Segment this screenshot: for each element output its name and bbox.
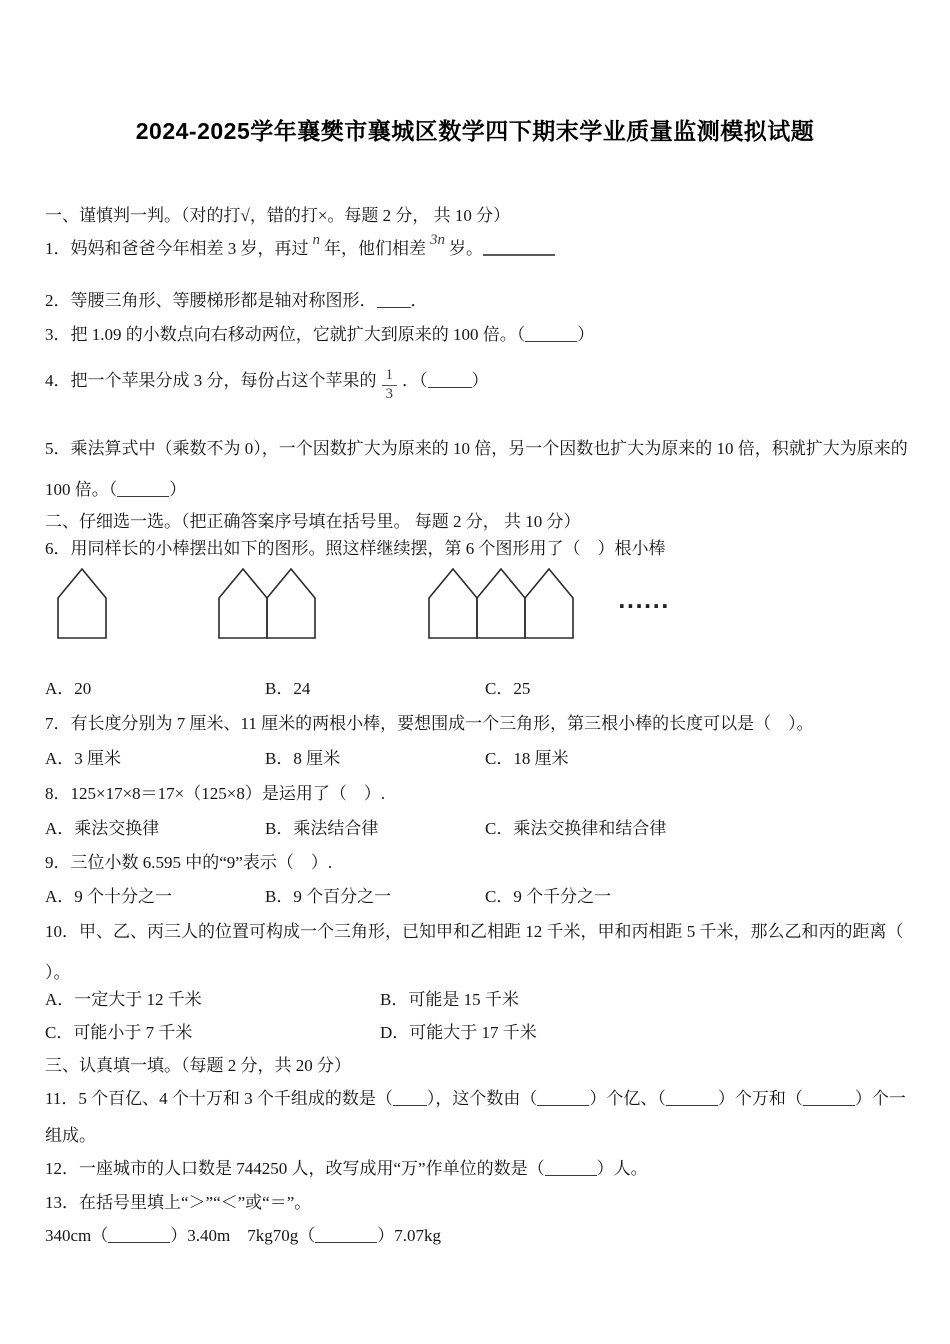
question-4 bbox=[45, 368, 489, 403]
question-9: 9．三位小数 6.595 中的“9”表示（ ）. bbox=[45, 853, 333, 872]
question-11-text: ）个一 bbox=[854, 1089, 906, 1108]
question-1-text: 1．妈妈和爸爸今年相差 3 岁，再过 bbox=[45, 239, 309, 258]
question-10-line1: 10．甲、乙、丙三人的位置可构成一个三角形，已知甲和乙相距 12 千米，甲和丙相距 5 千米，那么乙和丙的距离（ bbox=[45, 922, 904, 941]
question-2-text-end: ． bbox=[410, 291, 428, 310]
question-4-text: 4．把一个苹果分成 3 分，每份占这个苹果的 bbox=[45, 371, 377, 390]
question-8-option-b: B．乘法结合律 bbox=[265, 819, 379, 838]
answer-blank-line bbox=[377, 293, 411, 308]
question-11-line2: 组成。 bbox=[45, 1126, 96, 1145]
question-8: 8．125×17×8＝17×（125×8）是运用了（ ）. bbox=[45, 784, 386, 803]
answer-blank-line bbox=[803, 1091, 855, 1106]
answer-blank-line bbox=[537, 1091, 589, 1106]
section-3-heading: 三、认真填一填。（每题 2 分，共 20 分） bbox=[45, 1056, 351, 1075]
question-13-value: ）3.40m 7kg70g（ bbox=[170, 1226, 316, 1245]
answer-blank-line bbox=[525, 327, 577, 342]
section-2-heading: 二、仔细选一选。（把正确答案序号填在括号里。 每题 2 分， 共 10 分） bbox=[45, 512, 581, 531]
answer-blank-line bbox=[483, 240, 555, 256]
question-4-text-end: ） bbox=[471, 371, 489, 390]
answer-blank-line bbox=[117, 482, 169, 497]
question-1-text-end: 岁。 bbox=[449, 239, 483, 258]
question-12 bbox=[45, 1156, 648, 1182]
question-11-text: ）个万和（ bbox=[717, 1089, 803, 1108]
answer-blank-line bbox=[393, 1091, 427, 1106]
page-title: 2024-2025学年襄樊市襄城区数学四下期末学业质量监测模拟试题 bbox=[135, 118, 815, 144]
question-6: 6．用同样长的小棒摆出如下的图形。照这样继续摆，第 6 个图形用了（ ）根小棒 bbox=[45, 539, 666, 558]
house-group-1 bbox=[57, 566, 107, 640]
question-1-text-mid: 年，他们相差 bbox=[324, 239, 426, 258]
question-11-text: 11．5 个百亿、4 个十万和 3 个千组成的数是（ bbox=[45, 1089, 393, 1108]
question-7-option-c: C．18 厘米 bbox=[485, 749, 569, 768]
question-3 bbox=[45, 322, 594, 348]
question-11-text: ），这个数由（ bbox=[426, 1089, 538, 1108]
question-5-line2 bbox=[45, 477, 186, 503]
question-13-compare-line bbox=[45, 1223, 441, 1249]
question-5-text-end: ） bbox=[169, 480, 187, 499]
answer-blank-line bbox=[315, 1228, 377, 1243]
answer-blank-line bbox=[108, 1228, 170, 1243]
ellipsis-dots: ······ bbox=[618, 594, 670, 618]
fraction-one-third: $\frac{1}{3}$ bbox=[382, 368, 398, 403]
question-13-value: 340cm（ bbox=[45, 1226, 109, 1245]
question-2 bbox=[45, 288, 428, 314]
question-1 bbox=[45, 232, 555, 262]
question-9-option-c: C．9 个千分之一 bbox=[485, 887, 612, 906]
question-3-text-end: ） bbox=[577, 325, 595, 344]
question-9-option-a: A．9 个十分之一 bbox=[45, 887, 173, 906]
question-7-option-b: B．8 厘米 bbox=[265, 749, 341, 768]
question-6-option-c: C．25 bbox=[485, 679, 531, 698]
question-11-text: ）个亿、（ bbox=[589, 1089, 666, 1108]
question-11-line1 bbox=[45, 1086, 906, 1112]
question-3-text: 3．把 1.09 的小数点向右移动两位，它就扩大到原来的 100 倍。（ bbox=[45, 325, 526, 344]
question-12-text-end: ）人。 bbox=[596, 1159, 648, 1178]
question-10-option-d: D．可能大于 17 千米 bbox=[380, 1023, 537, 1042]
house-group-2 bbox=[218, 566, 316, 640]
question-6-option-b: B．24 bbox=[265, 679, 311, 698]
question-9-option-b: B．9 个百分之一 bbox=[265, 887, 392, 906]
question-10-option-a: A．一定大于 12 千米 bbox=[45, 990, 202, 1009]
question-12-text: 12．一座城市的人口数是 744250 人，改写成用“万”作单位的数是（ bbox=[45, 1159, 545, 1178]
answer-blank-line bbox=[666, 1091, 718, 1106]
question-7-option-a: A．3 厘米 bbox=[45, 749, 122, 768]
question-5-line1: 5．乘法算式中（乘数不为 0），一个因数扩大为原来的 10 倍，另一个因数也扩大为原来的 10 倍，积就扩大为原来的 bbox=[45, 439, 908, 458]
question-8-option-c: C．乘法交换律和结合律 bbox=[485, 819, 667, 838]
question-7: 7．有长度分别为 7 厘米、11 厘米的两根小棒，要想围成一个三角形，第三根小棒的长度可以是（ ）。 bbox=[45, 714, 814, 733]
superscript-3n: 3n bbox=[430, 232, 445, 248]
question-5-text: 100 倍。（ bbox=[45, 480, 118, 499]
house-group-3 bbox=[428, 566, 574, 640]
superscript-n: n bbox=[312, 232, 320, 248]
answer-blank-line bbox=[545, 1161, 597, 1176]
answer-blank-line bbox=[428, 373, 472, 388]
pattern-figure bbox=[0, 566, 950, 646]
question-10-option-b: B．可能是 15 千米 bbox=[380, 990, 519, 1009]
question-13: 13．在括号里填上“＞”“＜”或“＝”。 bbox=[45, 1193, 312, 1212]
section-1-heading: 一、谨慎判一判。（对的打√，错的打×。每题 2 分， 共 10 分） bbox=[45, 206, 511, 225]
question-8-option-a: A．乘法交换律 bbox=[45, 819, 160, 838]
question-6-option-a: A．20 bbox=[45, 679, 92, 698]
question-10-option-c: C．可能小于 7 千米 bbox=[45, 1023, 193, 1042]
question-2-text: 2．等腰三角形、等腰梯形都是轴对称图形． bbox=[45, 291, 377, 310]
question-10-line2: ）。 bbox=[45, 963, 71, 982]
question-13-value: ）7.07kg bbox=[377, 1226, 442, 1245]
question-4-text-mid: ．（ bbox=[402, 371, 428, 390]
